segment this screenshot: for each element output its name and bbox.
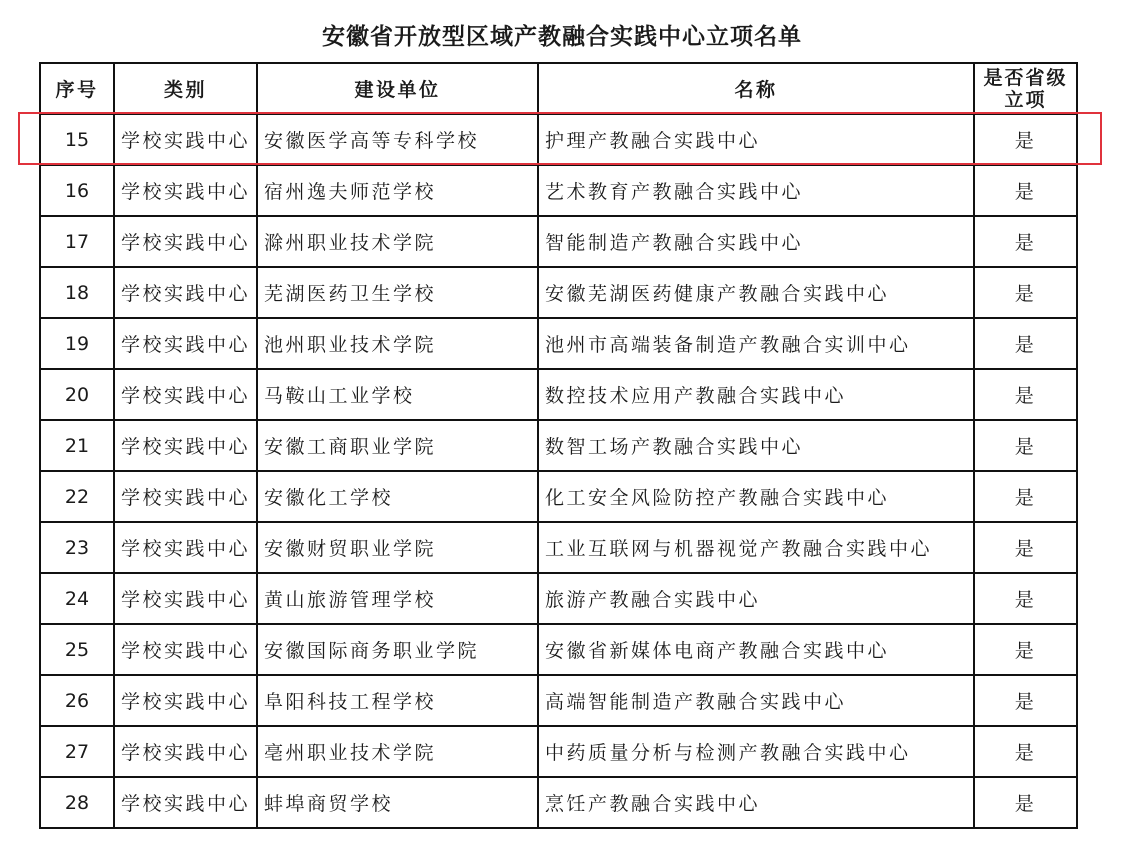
cell-no: 24 xyxy=(40,573,114,624)
table-row xyxy=(40,369,1077,420)
cell-approved: 是 xyxy=(974,522,1077,573)
cell-name: 安徽省新媒体电商产教融合实践中心 xyxy=(538,624,974,675)
cell-unit: 黄山旅游管理学校 xyxy=(257,573,538,624)
table-row xyxy=(40,267,1077,318)
cell-category: 学校实践中心 xyxy=(114,114,257,165)
cell-unit: 马鞍山工业学校 xyxy=(257,369,538,420)
cell-approved: 是 xyxy=(974,114,1077,165)
cell-no: 26 xyxy=(40,675,114,726)
cell-approved: 是 xyxy=(974,726,1077,777)
cell-no: 17 xyxy=(40,216,114,267)
cell-unit: 安徽国际商务职业学院 xyxy=(257,624,538,675)
cell-category: 学校实践中心 xyxy=(114,318,257,369)
cell-approved: 是 xyxy=(974,267,1077,318)
cell-unit: 安徽化工学校 xyxy=(257,471,538,522)
cell-no: 20 xyxy=(40,369,114,420)
document-title: 安徽省开放型区域产教融合实践中心立项名单 xyxy=(322,24,802,50)
cell-unit: 安徽工商职业学院 xyxy=(257,420,538,471)
table-row xyxy=(40,471,1077,522)
cell-category: 学校实践中心 xyxy=(114,267,257,318)
cell-category: 学校实践中心 xyxy=(114,165,257,216)
cell-approved: 是 xyxy=(974,216,1077,267)
cell-name: 艺术教育产教融合实践中心 xyxy=(538,165,974,216)
cell-unit: 蚌埠商贸学校 xyxy=(257,777,538,828)
cell-approved: 是 xyxy=(974,369,1077,420)
header-approved-line1: 是否省级 xyxy=(983,66,1068,89)
cell-name: 旅游产教融合实践中心 xyxy=(538,573,974,624)
cell-category: 学校实践中心 xyxy=(114,624,257,675)
cell-no: 28 xyxy=(40,777,114,828)
table-row xyxy=(40,777,1077,828)
cell-unit: 宿州逸夫师范学校 xyxy=(257,165,538,216)
table-row xyxy=(40,114,1077,165)
cell-unit: 池州职业技术学院 xyxy=(257,318,538,369)
table-row xyxy=(40,216,1077,267)
cell-unit: 安徽医学高等专科学校 xyxy=(257,114,538,165)
header-approved-line2: 立项 xyxy=(1004,88,1047,111)
table-row xyxy=(40,573,1077,624)
cell-approved: 是 xyxy=(974,165,1077,216)
table-row xyxy=(40,165,1077,216)
project-list-table xyxy=(39,62,1078,829)
cell-name: 数智工场产教融合实践中心 xyxy=(538,420,974,471)
cell-category: 学校实践中心 xyxy=(114,216,257,267)
cell-name: 烹饪产教融合实践中心 xyxy=(538,777,974,828)
cell-name: 化工安全风险防控产教融合实践中心 xyxy=(538,471,974,522)
header-unit: 建设单位 xyxy=(257,63,538,114)
cell-no: 27 xyxy=(40,726,114,777)
cell-unit: 芜湖医药卫生学校 xyxy=(257,267,538,318)
table-row xyxy=(40,318,1077,369)
cell-name: 池州市高端装备制造产教融合实训中心 xyxy=(538,318,974,369)
cell-approved: 是 xyxy=(974,471,1077,522)
cell-name: 工业互联网与机器视觉产教融合实践中心 xyxy=(538,522,974,573)
cell-approved: 是 xyxy=(974,318,1077,369)
cell-unit: 滁州职业技术学院 xyxy=(257,216,538,267)
cell-approved: 是 xyxy=(974,675,1077,726)
cell-approved: 是 xyxy=(974,573,1077,624)
table-header-row xyxy=(40,63,1077,114)
cell-category: 学校实践中心 xyxy=(114,726,257,777)
cell-category: 学校实践中心 xyxy=(114,675,257,726)
header-no: 序号 xyxy=(40,63,114,114)
cell-unit: 阜阳科技工程学校 xyxy=(257,675,538,726)
cell-category: 学校实践中心 xyxy=(114,777,257,828)
table-row xyxy=(40,726,1077,777)
cell-approved: 是 xyxy=(974,777,1077,828)
cell-name: 高端智能制造产教融合实践中心 xyxy=(538,675,974,726)
table-row xyxy=(40,675,1077,726)
cell-no: 19 xyxy=(40,318,114,369)
cell-category: 学校实践中心 xyxy=(114,573,257,624)
header-approved xyxy=(974,63,1077,114)
cell-name: 智能制造产教融合实践中心 xyxy=(538,216,974,267)
cell-no: 15 xyxy=(40,114,114,165)
cell-no: 25 xyxy=(40,624,114,675)
table-row xyxy=(40,624,1077,675)
table-row xyxy=(40,420,1077,471)
cell-no: 22 xyxy=(40,471,114,522)
cell-no: 16 xyxy=(40,165,114,216)
cell-category: 学校实践中心 xyxy=(114,420,257,471)
header-category: 类别 xyxy=(114,63,257,114)
cell-name: 护理产教融合实践中心 xyxy=(538,114,974,165)
cell-category: 学校实践中心 xyxy=(114,369,257,420)
cell-unit: 安徽财贸职业学院 xyxy=(257,522,538,573)
cell-approved: 是 xyxy=(974,420,1077,471)
cell-name: 中药质量分析与检测产教融合实践中心 xyxy=(538,726,974,777)
cell-approved: 是 xyxy=(974,624,1077,675)
cell-no: 23 xyxy=(40,522,114,573)
cell-no: 18 xyxy=(40,267,114,318)
cell-no: 21 xyxy=(40,420,114,471)
cell-name: 安徽芜湖医药健康产教融合实践中心 xyxy=(538,267,974,318)
cell-category: 学校实践中心 xyxy=(114,522,257,573)
cell-category: 学校实践中心 xyxy=(114,471,257,522)
table-row xyxy=(40,522,1077,573)
cell-unit: 亳州职业技术学院 xyxy=(257,726,538,777)
header-name: 名称 xyxy=(538,63,974,114)
cell-name: 数控技术应用产教融合实践中心 xyxy=(538,369,974,420)
